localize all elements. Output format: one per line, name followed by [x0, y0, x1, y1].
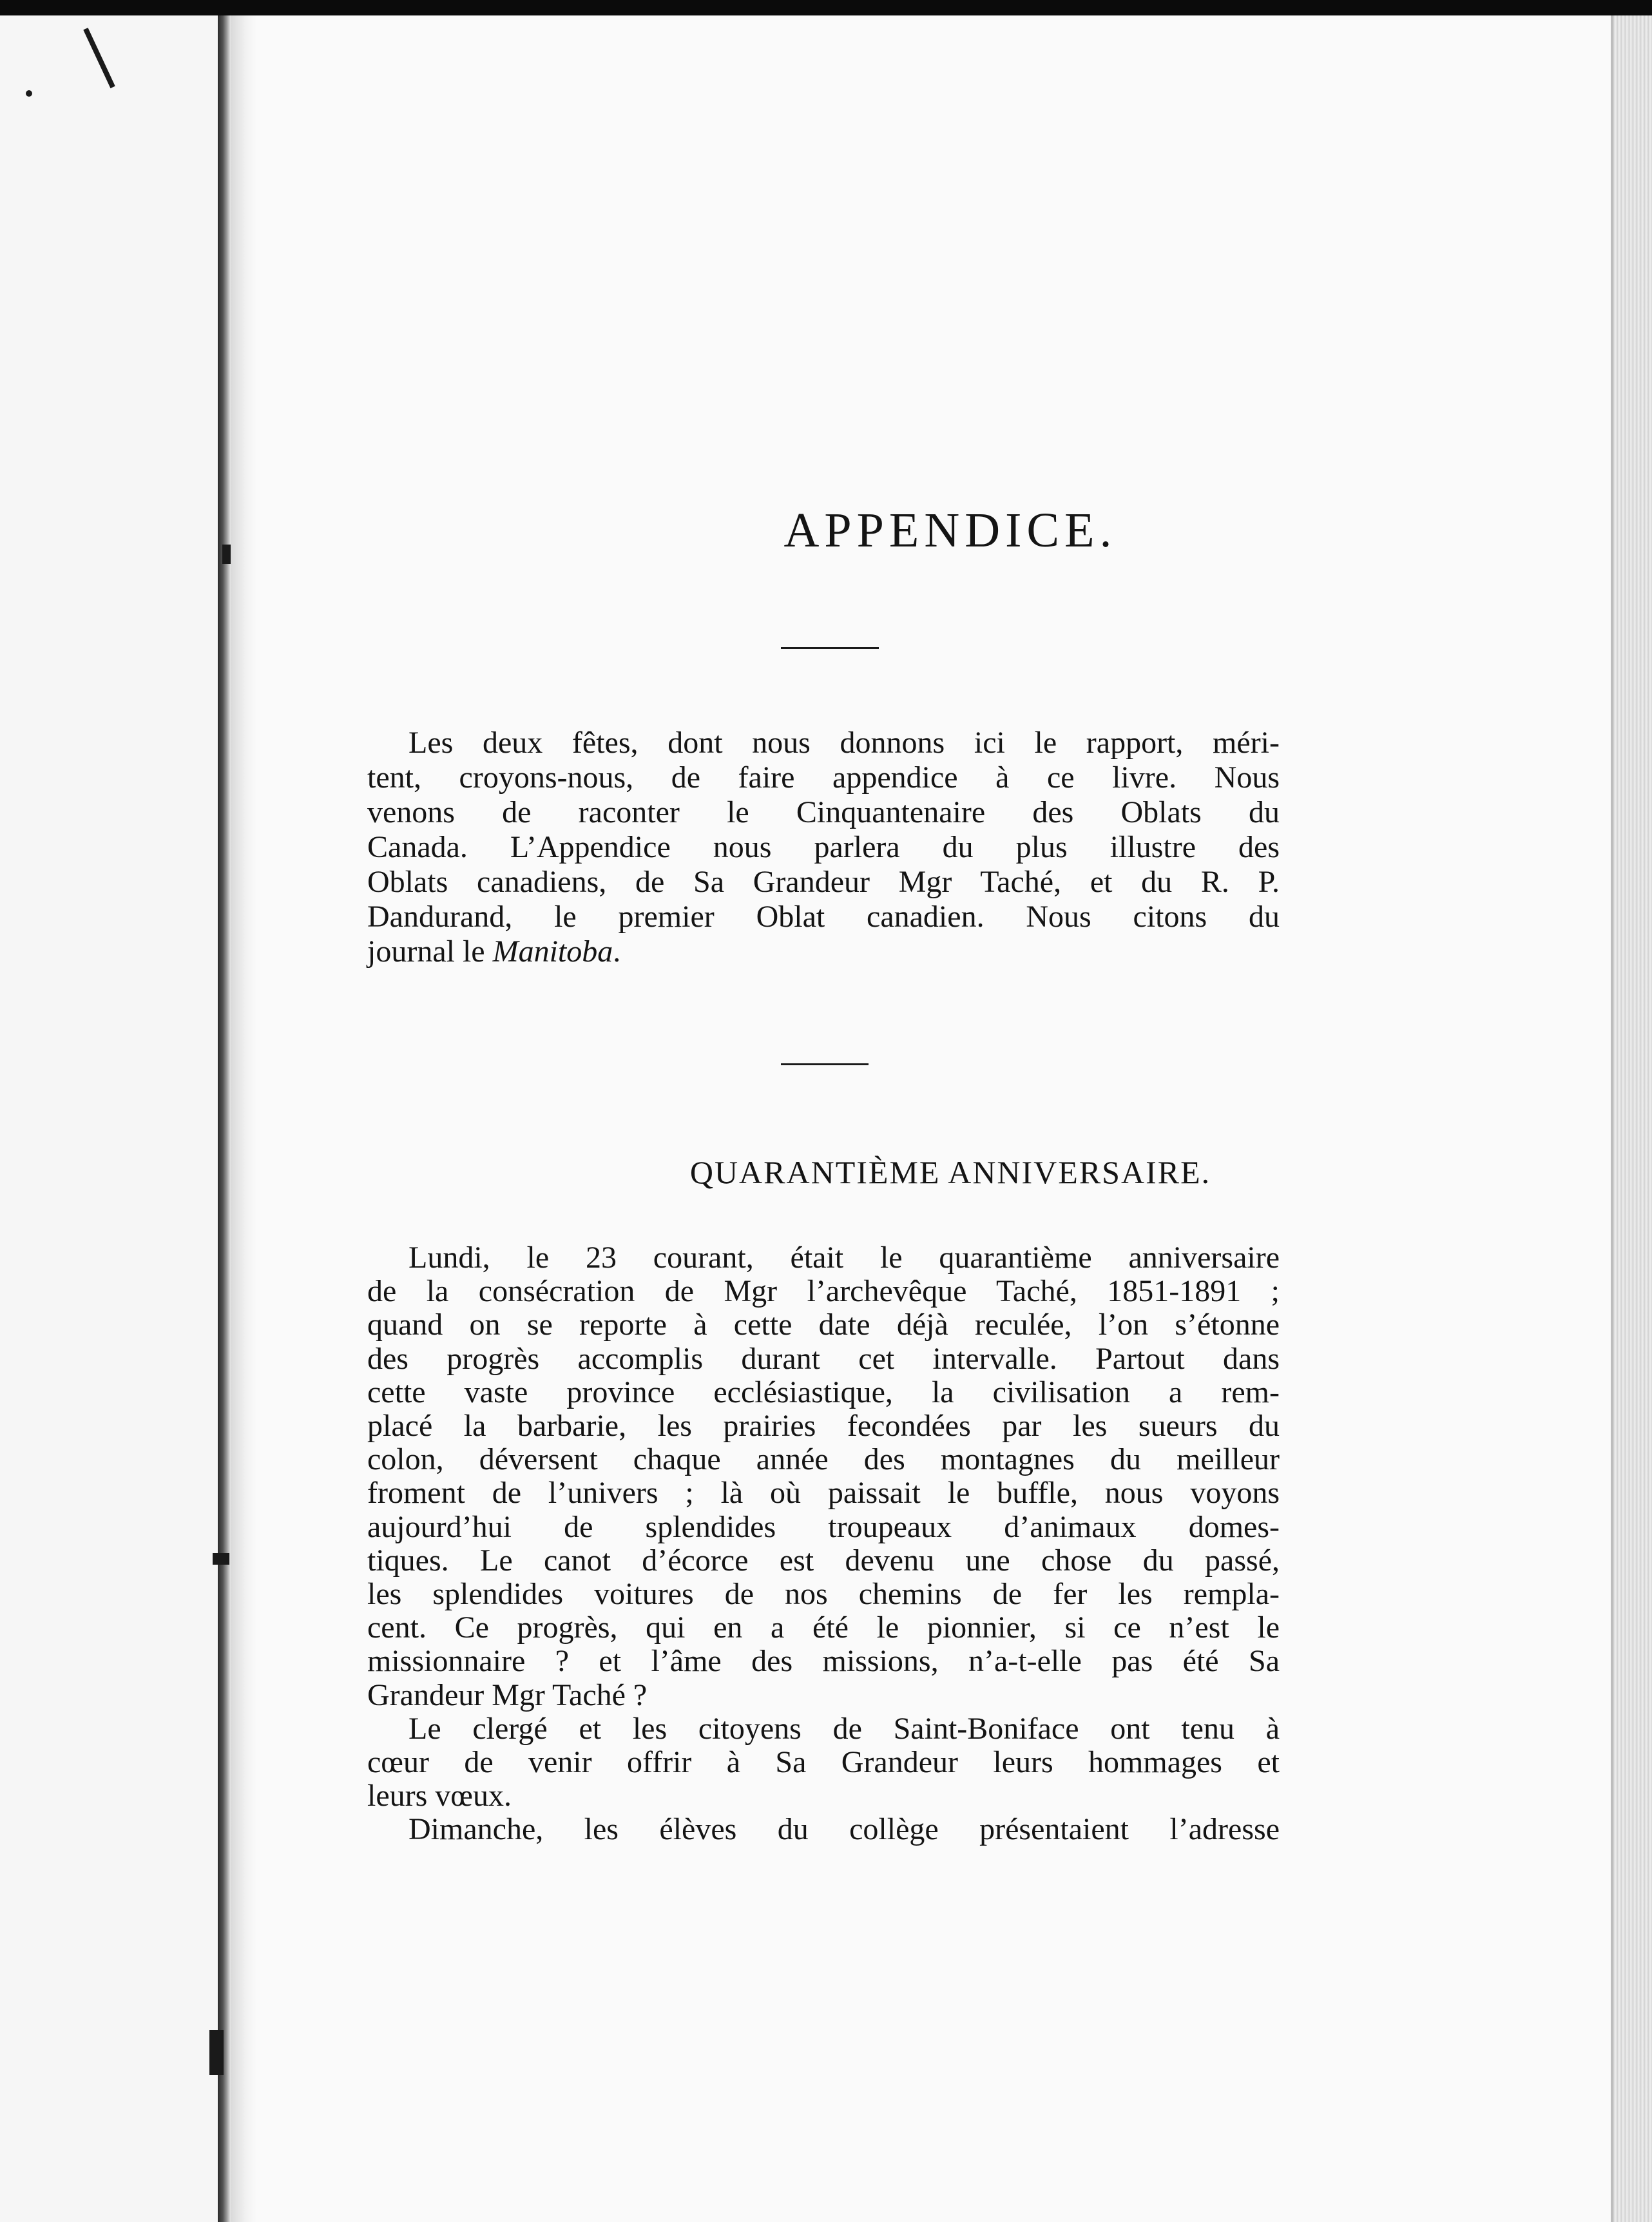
- text-line: de la consécration de Mgr l’archevêque Taché, 1851-1891 ;: [367, 1274, 1280, 1309]
- text-line: aujourd’hui de splendides troupeaux d’animaux domes-: [367, 1509, 1280, 1544]
- facing-page: [0, 15, 219, 2222]
- text-line: colon, déversent chaque année des montagnes du meilleur: [367, 1442, 1280, 1477]
- text-fragment: journal le: [367, 934, 493, 969]
- text-line: placé la barbarie, les prairies fecondées par les sueurs du: [367, 1409, 1280, 1444]
- journal-name: Manitoba: [492, 934, 613, 969]
- text-line: missionnaire ? et l’âme des missions, n’a-t-elle pas été Sa: [367, 1644, 1280, 1679]
- text-line: froment de l’univers ; là où paissait le buffle, nous voyons: [367, 1476, 1280, 1511]
- text-line: Dimanche, les élèves du collège présentaient l’adresse: [408, 1812, 1280, 1847]
- page-gutter: [231, 15, 256, 2222]
- text-line: quand on se reporte à cette date déjà reculée, l’on s’étonne: [367, 1308, 1280, 1342]
- body-paragraph: [367, 1241, 1280, 1847]
- text-line: des progrès accomplis durant cet intervalle. Partout dans: [367, 1341, 1280, 1376]
- text-line: Canada. L’Appendice nous parlera du plus illustre des: [367, 830, 1280, 864]
- page-stack-edges: [1613, 15, 1652, 2222]
- text-line: venons de raconter le Cinquantenaire des Oblats du: [367, 795, 1280, 829]
- title-divider: [781, 647, 879, 649]
- scan-artifact: [213, 1553, 229, 1565]
- text-line: les splendides voitures de nos chemins de fer les rempla-: [367, 1577, 1280, 1612]
- text-fragment: .: [613, 934, 621, 969]
- text-line: Les deux fêtes, dont nous donnons ici le rapport, méri-: [408, 726, 1280, 760]
- text-line: Dandurand, le premier Oblat canadien. Nous citons du: [367, 900, 1280, 934]
- book-page: [256, 15, 1613, 2222]
- section-divider: [781, 1063, 869, 1065]
- text-line: cent. Ce progrès, qui en a été le pionnier, si ce n’est le: [367, 1610, 1280, 1645]
- text-line: cœur de venir offrir à Sa Grandeur leurs hommages et: [367, 1745, 1280, 1780]
- text-line: Le clergé et les citoyens de Saint-Boniface ont tenu à: [408, 1711, 1280, 1746]
- text-line: tiques. Le canot d’écorce est devenu une chose du passé,: [367, 1543, 1280, 1578]
- book-spine-shadow: [218, 15, 231, 2222]
- text-line: Grandeur Mgr Taché ?: [367, 1677, 648, 1712]
- text-line: [367, 934, 1280, 969]
- text-line: Lundi, le 23 courant, était le quarantième anniversaire: [408, 1241, 1280, 1275]
- scan-artifact: [26, 90, 32, 97]
- text-line: Oblats canadiens, de Sa Grandeur Mgr Taché, et du R. P.: [367, 865, 1280, 899]
- intro-paragraph: [367, 726, 1280, 969]
- scan-top-border: [0, 0, 1652, 15]
- text-line: leurs vœux.: [367, 1779, 512, 1813]
- section-heading: QUARANTIÈME ANNIVERSAIRE.: [689, 1154, 1211, 1190]
- scan-artifact: [209, 2030, 224, 2075]
- page-title: APPENDICE.: [783, 503, 1117, 557]
- text-line: tent, croyons-nous, de faire appendice à ce livre. Nous: [367, 760, 1280, 795]
- scan-artifact: [222, 545, 231, 564]
- text-line: cette vaste province ecclésiastique, la civilisation a rem-: [367, 1375, 1280, 1409]
